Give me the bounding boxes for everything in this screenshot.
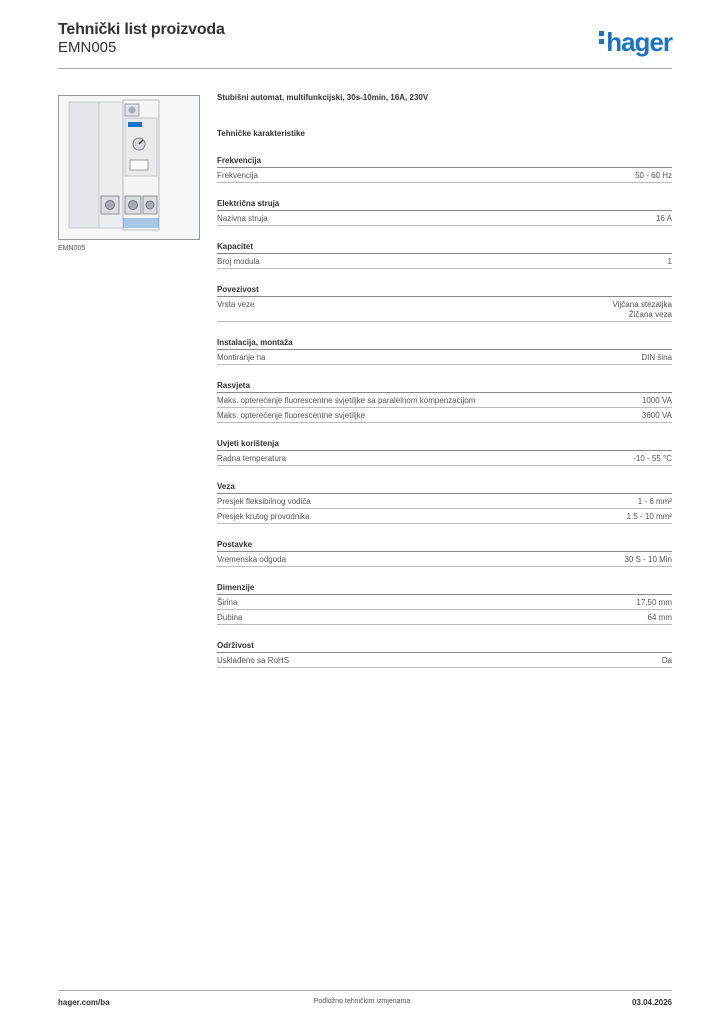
group-settings	[217, 540, 672, 567]
row-value: 17,50 mm	[636, 598, 672, 607]
row-label: Širina	[217, 598, 238, 607]
group-dimensions	[217, 583, 672, 625]
footer-divider	[58, 990, 672, 991]
product-image	[58, 95, 200, 240]
group-connection	[217, 482, 672, 524]
table-row	[217, 297, 672, 322]
table-row	[217, 211, 672, 226]
logo-text: hager	[606, 27, 672, 57]
row-label: Dubina	[217, 613, 243, 622]
row-value-line: Vijčana stezaljka	[612, 300, 672, 309]
row-value: 1 - 6 mm²	[637, 497, 672, 506]
group-lighting	[217, 381, 672, 423]
table-row	[217, 509, 672, 524]
group-capacity	[217, 242, 672, 269]
row-label: Frekvencija	[217, 171, 258, 180]
group-installation	[217, 338, 672, 365]
row-label: Vremenska odgoda	[217, 555, 287, 564]
row-label: Maks. opterećenje fluorescentne svjetiljke	[217, 411, 366, 420]
staircase-timer-device-icon	[59, 96, 199, 239]
group-title: Kapacitet	[217, 242, 672, 254]
group-title: Uvjeti korištenja	[217, 439, 672, 451]
table-row	[217, 168, 672, 183]
hager-logo	[599, 27, 672, 58]
table-row	[217, 494, 672, 509]
table-row	[217, 552, 672, 567]
table-row	[217, 451, 672, 466]
row-value: 3600 VA	[641, 411, 672, 420]
row-value: 1	[667, 257, 672, 266]
product-description: Stubišni automat, multifunkcijski, 30s-10min, 16A, 230V	[217, 93, 429, 102]
characteristics-heading: Tehničke karakteristike	[217, 129, 305, 138]
table-row	[217, 595, 672, 610]
table-row	[217, 610, 672, 625]
group-title: Povezivost	[217, 285, 672, 297]
group-title: Postavke	[217, 540, 672, 552]
row-label: Maks. opterećenje fluorescentne svjetiljke sa paralelnom kompenzacijom	[217, 396, 476, 405]
row-label: Nazivna struja	[217, 214, 268, 223]
page-title: Tehnički list proizvoda	[58, 21, 225, 38]
group-title: Dimenzije	[217, 583, 672, 595]
group-title: Rasvjeta	[217, 381, 672, 393]
product-image-caption: EMN005	[58, 245, 86, 252]
footer-website: hager.com/ba	[58, 998, 110, 1007]
group-usage-conditions	[217, 439, 672, 466]
logo-dots-icon	[599, 31, 604, 47]
product-code: EMN005	[58, 39, 117, 56]
row-value: DIN šina	[641, 353, 672, 362]
row-value: 30 S - 10 Min	[624, 555, 672, 564]
row-label: Vrsta veze	[217, 300, 255, 309]
row-value: 1.5 - 10 mm²	[626, 512, 672, 521]
row-label: Usklađeno sa RoHS	[217, 656, 290, 665]
group-title: Održivost	[217, 641, 672, 653]
group-frequency	[217, 156, 672, 183]
group-title: Instalacija, montaža	[217, 338, 672, 350]
group-sustainability	[217, 641, 672, 668]
row-value: Da	[661, 656, 672, 665]
table-row	[217, 254, 672, 269]
header-divider	[58, 68, 672, 69]
group-connectivity	[217, 285, 672, 322]
group-electric-current	[217, 199, 672, 226]
table-row	[217, 350, 672, 365]
group-title: Električna struja	[217, 199, 672, 211]
row-label: Broj modula	[217, 257, 260, 266]
row-value: 64 mm	[647, 613, 672, 622]
table-row	[217, 653, 672, 668]
characteristics-section	[217, 93, 672, 684]
row-value	[613, 300, 672, 320]
row-label: Presjek fleksibilnog vodiča	[217, 497, 311, 506]
row-value: 50 - 60 Hz	[635, 171, 672, 180]
table-row	[217, 393, 672, 408]
group-title: Veza	[217, 482, 672, 494]
row-label: Radna temperatura	[217, 454, 286, 463]
row-label: Presjek krutog provodnika	[217, 512, 310, 521]
row-value: 16 A	[655, 214, 672, 223]
footer-date: 03.04.2026	[631, 998, 672, 1007]
group-title: Frekvencija	[217, 156, 672, 168]
row-value: -10 - 55 °C	[633, 454, 672, 463]
footer-note: Podložno tehničkim izmjenama	[313, 998, 411, 1005]
row-value-line: Žičana veza	[628, 310, 672, 319]
table-row	[217, 408, 672, 423]
row-label: Montiranje na	[217, 353, 266, 362]
row-value: 1000 VA	[641, 396, 672, 405]
